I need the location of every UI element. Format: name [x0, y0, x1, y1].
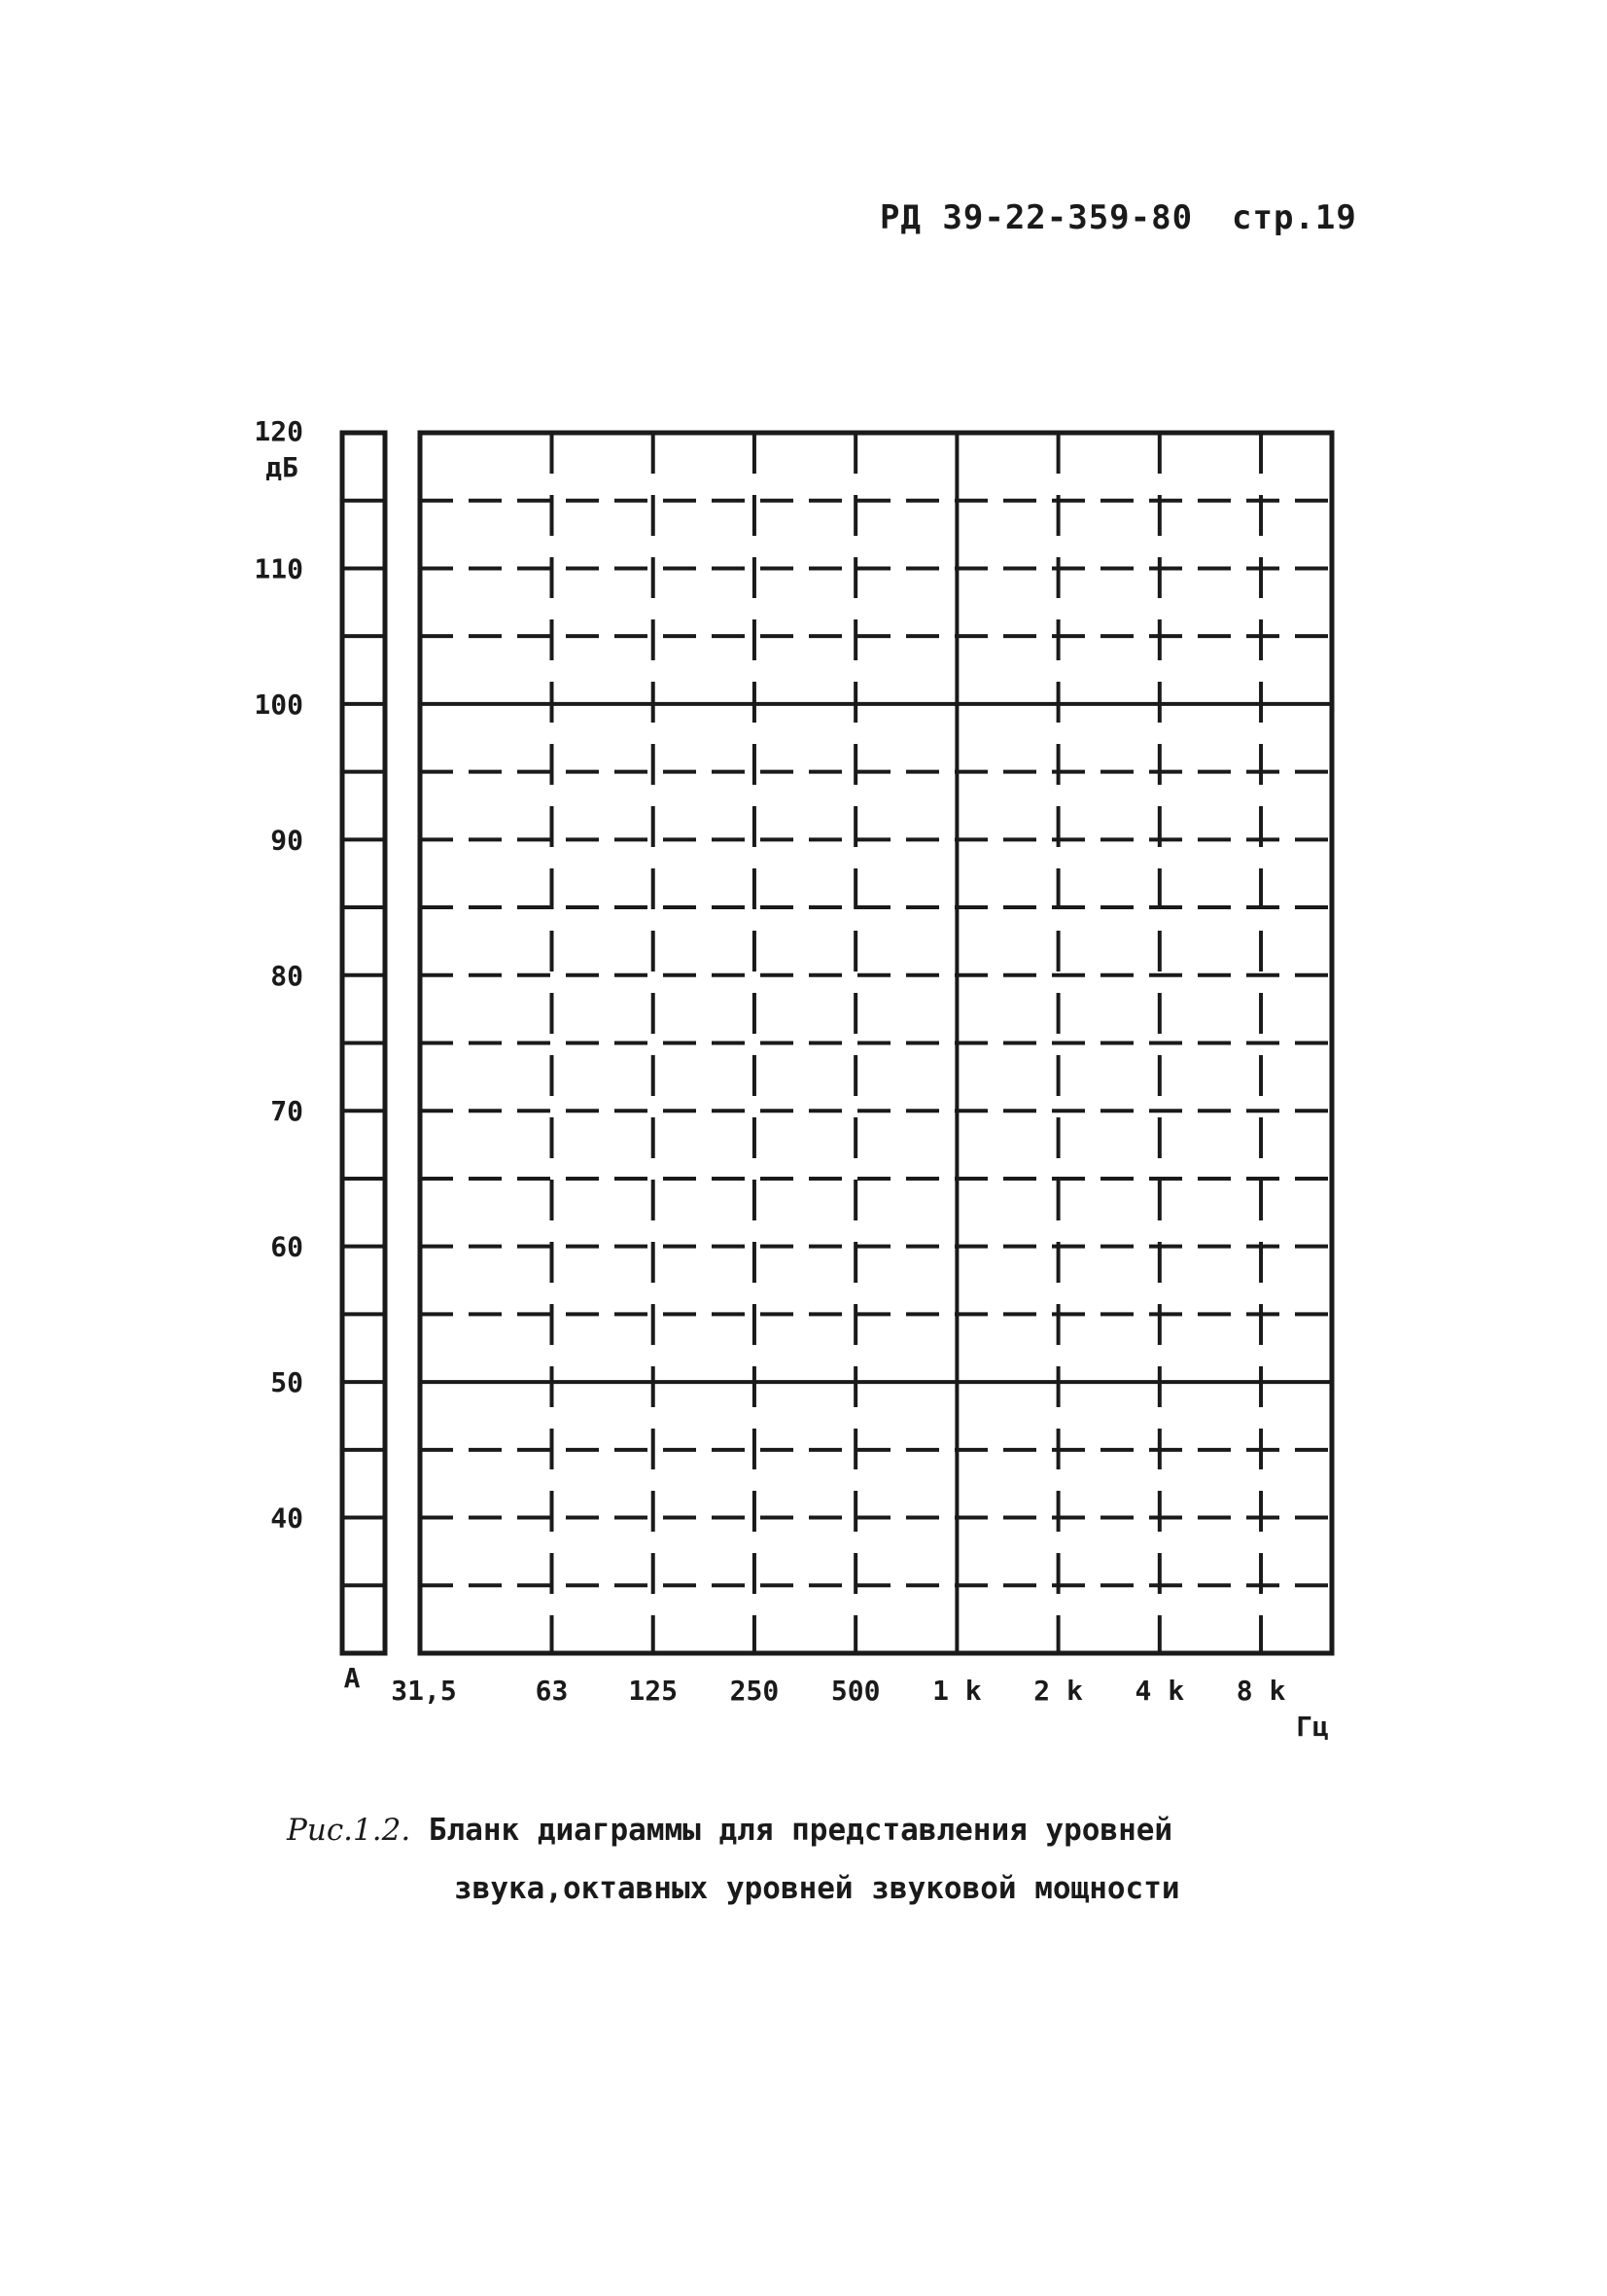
y-tick-label-90: 90 — [270, 824, 303, 857]
x-tick-label-125: 125 — [628, 1675, 679, 1707]
x-tick-label-4k: 4 k — [1135, 1675, 1185, 1707]
x-tick-label-8k: 8 k — [1236, 1675, 1286, 1707]
x-axis-labels — [391, 1675, 1285, 1707]
document-code: РД 39-22-359-80 — [880, 198, 1194, 237]
page-number: стр.19 — [1232, 198, 1357, 237]
caption-line-1: Бланк диаграммы для представления уровней — [428, 1813, 1173, 1848]
y-tick-label-80: 80 — [270, 959, 303, 992]
x-axis-unit: Гц — [1296, 1711, 1329, 1743]
y-tick-label-110: 110 — [254, 552, 303, 585]
x-tick-label-500: 500 — [830, 1675, 881, 1707]
y-axis-unit: дБ — [265, 451, 298, 483]
horizontal-grid-lines — [420, 501, 1332, 1586]
a-column-ticks — [342, 501, 385, 1586]
figure-caption — [287, 1801, 1180, 1918]
x-tick-label-2k: 2 k — [1033, 1675, 1083, 1707]
y-tick-label-40: 40 — [270, 1501, 303, 1535]
x-tick-label-315: 31,5 — [391, 1675, 457, 1707]
a-column-label: A — [343, 1662, 361, 1694]
x-tick-label-1k: 1 k — [932, 1675, 982, 1707]
x-tick-label-250: 250 — [729, 1675, 780, 1707]
figure-number: Рис.1.2. — [287, 1813, 411, 1848]
y-tick-label-120: 120 — [254, 415, 303, 447]
y-tick-label-60: 60 — [270, 1230, 303, 1263]
y-tick-label-50: 50 — [270, 1366, 303, 1399]
y-tick-label-70: 70 — [270, 1095, 303, 1128]
y-tick-label-100: 100 — [254, 688, 303, 721]
x-tick-label-63: 63 — [535, 1675, 569, 1707]
y-axis-labels — [254, 415, 303, 1535]
caption-line-2: звука,октавных уровней звуковой мощности — [454, 1871, 1180, 1906]
